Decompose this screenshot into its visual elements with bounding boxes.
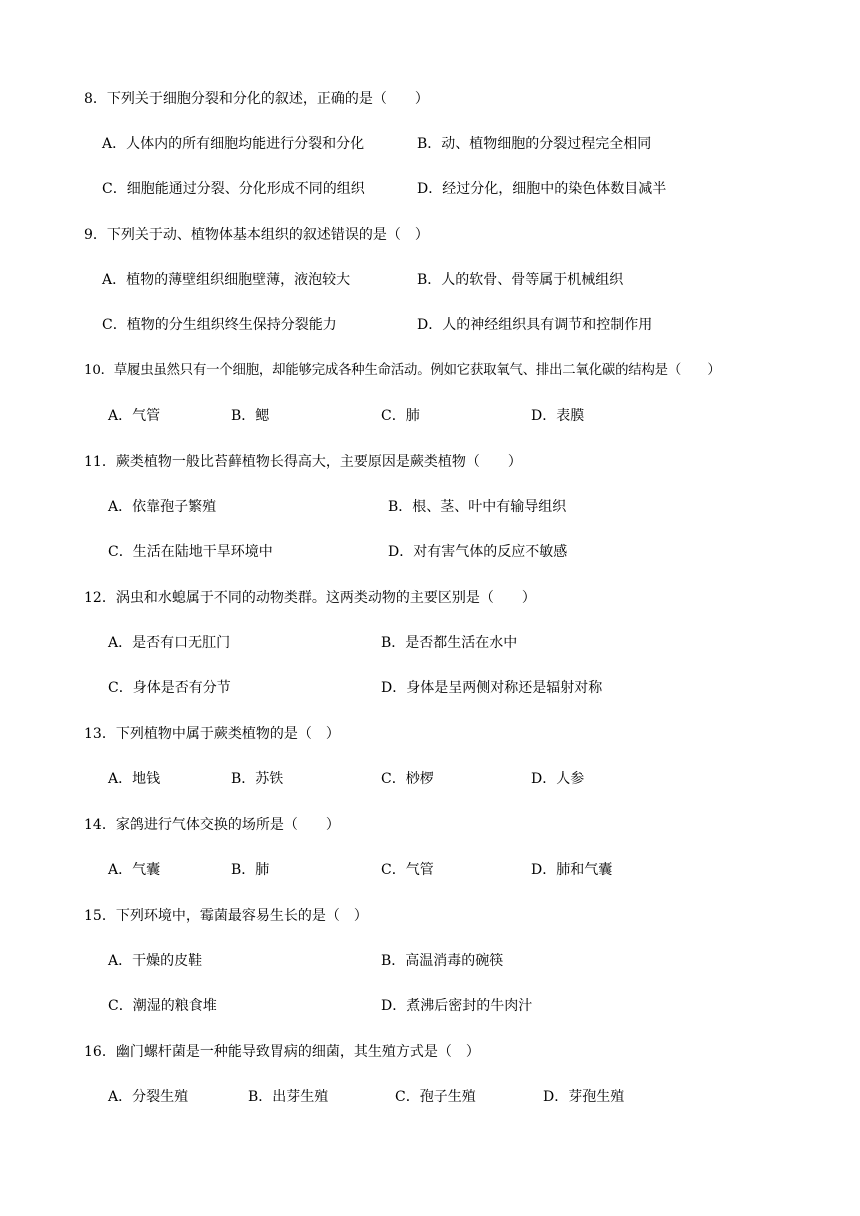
question-11-option-a: A．依靠孢子繁殖	[108, 499, 217, 515]
question-8-option-d: D．经过分化，细胞中的染色体数目减半	[417, 181, 667, 197]
question-15-stem: 15．下列环境中，霉菌最容易生长的是（ ）	[84, 908, 368, 924]
question-9-stem: 9．下列关于动、植物体基本组织的叙述错误的是（ ）	[84, 227, 429, 243]
question-8-option-c: C．细胞能通过分裂、分化形成不同的组织	[102, 181, 365, 197]
question-8-option-a: A．人体内的所有细胞均能进行分裂和分化	[102, 136, 365, 152]
question-10-option-a: A．气管	[108, 408, 161, 424]
question-12-option-a: A．是否有口无肛门	[108, 635, 231, 651]
question-13-stem: 13．下列植物中属于蕨类植物的是（ ）	[84, 726, 340, 742]
question-8-stem: 8．下列关于细胞分裂和分化的叙述，正确的是（ ）	[84, 91, 429, 107]
question-14-option-d: D．肺和气囊	[531, 862, 613, 878]
question-10-option-d: D．表膜	[531, 408, 585, 424]
question-15-option-a: A．干燥的皮鞋	[108, 953, 203, 969]
question-10-option-c: C．肺	[381, 408, 420, 424]
question-12-option-d: D．身体是呈两侧对称还是辐射对称	[381, 680, 603, 696]
question-14-stem: 14．家鸽进行气体交换的场所是（ ）	[84, 817, 340, 833]
question-12-stem: 12．涡虫和水螅属于不同的动物类群。这两类动物的主要区别是（ ）	[84, 590, 536, 606]
question-14-option-b: B．肺	[231, 862, 270, 878]
question-14-option-a: A．气囊	[108, 862, 161, 878]
question-12-option-b: B．是否都生活在水中	[381, 635, 518, 651]
question-16-option-b: B．出芽生殖	[248, 1089, 329, 1105]
question-15-option-d: D．煮沸后密封的牛肉汁	[381, 998, 533, 1014]
question-9-option-c: C．植物的分生组织终生保持分裂能力	[102, 317, 337, 333]
question-9-option-d: D．人的神经组织具有调节和控制作用	[417, 317, 653, 333]
question-13-option-c: C．桫椤	[381, 771, 434, 787]
question-14-option-c: C．气管	[381, 862, 434, 878]
question-13-option-d: D．人参	[531, 771, 585, 787]
question-10-stem: 10．草履虫虽然只有一个细胞，却能够完成各种生命活动。例如它获取氧气、排出二氧化碳的结构是（ ）	[84, 363, 721, 378]
question-10-option-b: B．鳃	[231, 408, 270, 424]
question-11-stem: 11．蕨类植物一般比苔藓植物长得高大，主要原因是蕨类植物（ ）	[84, 454, 522, 470]
question-12-option-c: C．身体是否有分节	[108, 680, 231, 696]
question-16-option-c: C．孢子生殖	[395, 1089, 476, 1105]
question-11-option-b: B．根、茎、叶中有输导组织	[388, 499, 567, 515]
question-16-option-a: A．分裂生殖	[108, 1089, 189, 1105]
question-15-option-c: C．潮湿的粮食堆	[108, 998, 217, 1014]
question-15-option-b: B．高温消毒的碗筷	[381, 953, 504, 969]
question-9-option-a: A．植物的薄壁组织细胞壁薄，液泡较大	[102, 272, 351, 288]
question-16-stem: 16．幽门螺杆菌是一种能导致胃病的细菌，其生殖方式是（ ）	[84, 1044, 480, 1060]
question-8-option-b: B．动、植物细胞的分裂过程完全相同	[417, 136, 652, 152]
question-11-option-c: C．生活在陆地干旱环境中	[108, 544, 273, 560]
question-13-option-a: A．地钱	[108, 771, 161, 787]
question-11-option-d: D．对有害气体的反应不敏感	[388, 544, 568, 560]
question-9-option-b: B．人的软骨、骨等属于机械组织	[417, 272, 624, 288]
question-16-option-d: D．芽孢生殖	[543, 1089, 625, 1105]
question-13-option-b: B．苏铁	[231, 771, 284, 787]
